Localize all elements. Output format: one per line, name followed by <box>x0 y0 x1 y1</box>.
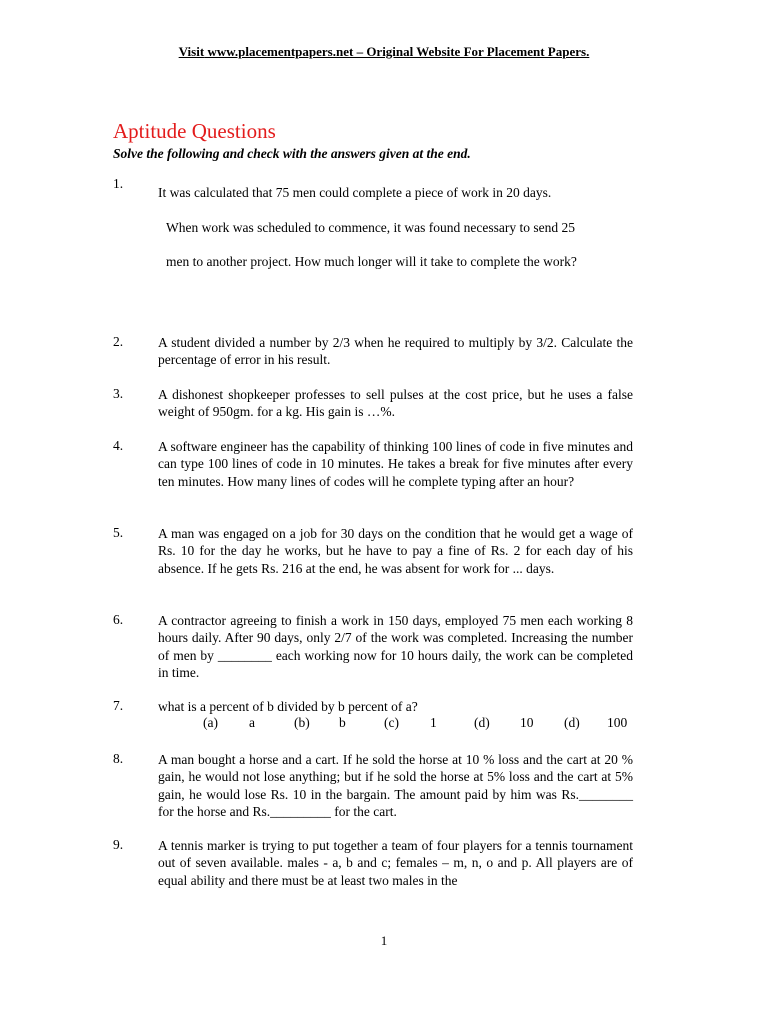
answer-options <box>113 715 633 733</box>
question-4 <box>113 438 633 490</box>
question-number: 4. <box>113 438 124 453</box>
question-text: A student divided a number by 2/3 when he required to multiply by 3/2. Calculate the percentage of error in his result. <box>158 335 633 368</box>
question-2 <box>113 334 633 369</box>
question-5 <box>113 525 633 577</box>
option-label: (d) <box>474 715 490 731</box>
question-1 <box>113 176 633 280</box>
page-title: Aptitude Questions <box>113 119 276 143</box>
question-6 <box>113 612 633 682</box>
option-value: a <box>249 715 255 731</box>
option-label: (d) <box>564 715 580 731</box>
option-label: (c) <box>384 715 399 731</box>
question-number: 2. <box>113 334 124 349</box>
option-value: 10 <box>520 715 534 731</box>
option-value: b <box>339 715 346 731</box>
question-text: A software engineer has the capability of thinking 100 lines of code in five minutes and can type 100 lines of code in 10 minutes. He takes a break for five minutes after every ten minutes. How many lines of codes will he complete typing after an hour? <box>158 439 633 489</box>
question-text: A man bought a horse and a cart. If he sold the horse at 10 % loss and the cart at 20 % gain, he would not lose anything; but if he sold the horse at 5% loss and the cart at 5% gain, he would lose Rs. 10 in the bargain. The amount paid by him was Rs.________ for the horse and Rs._________ for the cart. <box>158 752 633 820</box>
option-value: 1 <box>430 715 437 731</box>
question-line: When work was scheduled to commence, it was found necessary to send 25 <box>166 219 576 235</box>
page-subtitle: Solve the following and check with the answers given at the end. <box>113 146 471 161</box>
question-8 <box>113 751 633 821</box>
question-number: 1. <box>113 176 124 191</box>
question-number: 5. <box>113 525 124 540</box>
page-number: 1 <box>380 933 388 948</box>
question-line: men to another project. How much longer will it take to complete the work? <box>166 254 577 269</box>
question-7 <box>113 698 633 733</box>
question-text: A contractor agreeing to finish a work in 150 days, employed 75 men each working 8 hours daily. After 90 days, only 2/7 of the work was completed. Increasing the number of men by ________ each working now for 10 hours daily, the work can be completed in time. <box>158 613 633 681</box>
question-number: 3. <box>113 386 124 401</box>
question-text: what is a percent of b divided by b percent of a? <box>158 699 418 714</box>
question-3 <box>113 386 633 421</box>
option-label: (a) <box>203 715 218 731</box>
question-number: 6. <box>113 612 124 627</box>
header-banner <box>0 44 768 60</box>
question-number: 7. <box>113 698 124 713</box>
question-number: 9. <box>113 837 124 852</box>
question-text: A tennis marker is trying to put together a team of four players for a tennis tournament out of seven available. males - a, b and c; females – m, n, o and p. All players are of equal ability and there must be at least two males in the <box>158 838 633 888</box>
question-9 <box>113 837 633 889</box>
option-label: (b) <box>294 715 310 731</box>
question-line: It was calculated that 75 men could complete a piece of work in 20 days. <box>158 185 552 200</box>
header-visit: Visit <box>178 44 205 59</box>
question-text: A dishonest shopkeeper professes to sell pulses at the cost price, but he uses a false weight of 950gm. for a kg. His gain is …%. <box>158 387 633 420</box>
question-number: 8. <box>113 751 124 766</box>
question-text: A man was engaged on a job for 30 days on the condition that he would get a wage of Rs. 10 for the day he works, but he have to pay a fine of Rs. 2 for each day of his absence. If he gets Rs. 216 at the end, he was absent for work for ... days. <box>158 526 633 576</box>
header-link[interactable]: www.placementpapers.net – Original Website For Placement Papers. <box>204 44 590 59</box>
option-value: 100 <box>607 715 628 731</box>
